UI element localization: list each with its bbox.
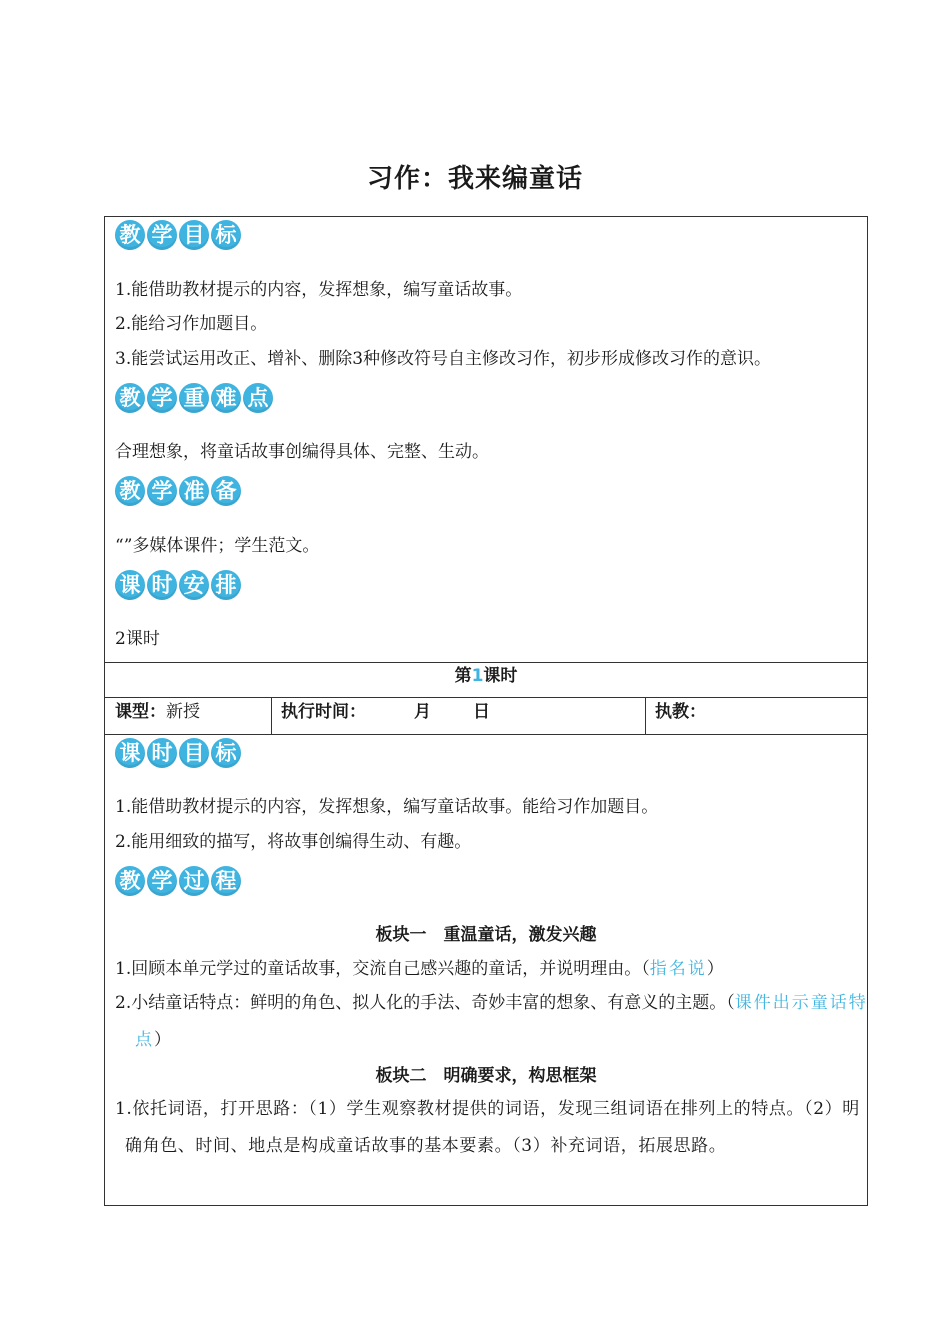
badge-char: 点 <box>243 383 273 413</box>
block-1-item-2 <box>115 985 881 1059</box>
lesson-type-cell <box>115 701 200 723</box>
badge-char: 学 <box>147 383 177 413</box>
preparation-badge <box>115 476 241 506</box>
block-2-heading: 板块二 明确要求，构思框架 <box>375 1066 597 1086</box>
lesson-goal-item-1: 1.能借助教材提示的内容，发挥想象，编写童话故事。能给习作加题目。 <box>115 797 659 817</box>
schedule-badge <box>115 570 241 600</box>
teacher-label: 执教： <box>655 702 706 722</box>
badge-char: 目 <box>179 220 209 250</box>
lesson-number: 1 <box>471 666 484 686</box>
lesson-type-value: 新授 <box>166 702 200 722</box>
lesson-suffix: 课时 <box>483 666 518 686</box>
lesson-goal-item-2: 2.能用细致的描写，将故事创编得生动、有趣。 <box>115 832 472 852</box>
block-1-item-1 <box>115 958 724 980</box>
schedule-text: 2课时 <box>115 629 160 649</box>
day-label: 日 <box>473 702 490 722</box>
badge-char: 学 <box>147 220 177 250</box>
process-badge <box>115 866 241 896</box>
badge-char: 教 <box>115 220 145 250</box>
preparation-text: “”多媒体课件；学生范文。 <box>115 536 320 556</box>
goal-item-3: 3.能尝试运用改正、增补、删除3种修改符号自主修改习作，初步形成修改习作的意识。 <box>115 349 772 369</box>
badge-char: 难 <box>211 383 241 413</box>
row-divider <box>105 734 867 735</box>
block-1-item-1-text: 1.回顾本单元学过的童话故事，交流自己感兴趣的童话，并说明理由。（ <box>115 959 650 979</box>
page-title: 习作：我来编童话 <box>366 164 583 194</box>
badge-char: 准 <box>179 476 209 506</box>
badge-char: 排 <box>211 570 241 600</box>
lesson-number-heading <box>105 665 867 687</box>
badge-char: 时 <box>147 570 177 600</box>
badge-char: 教 <box>115 866 145 896</box>
badge-char: 程 <box>211 866 241 896</box>
block-1-item-2-text: 2.小结童话特点：鲜明的角色、拟人化的手法、奇妙丰富的想象、有意义的主题。（ <box>115 993 735 1013</box>
teaching-goals-badge <box>115 220 241 250</box>
badge-char: 备 <box>211 476 241 506</box>
badge-char: 教 <box>115 476 145 506</box>
badge-char: 学 <box>147 476 177 506</box>
lesson-prefix: 第 <box>454 666 472 686</box>
badge-char: 课 <box>115 570 145 600</box>
row-divider <box>105 697 867 698</box>
lesson-goals-badge <box>115 738 241 768</box>
badge-char: 重 <box>179 383 209 413</box>
badge-char: 安 <box>179 570 209 600</box>
badge-char: 学 <box>147 866 177 896</box>
badge-char: 时 <box>147 738 177 768</box>
lesson-type-label: 课型： <box>115 702 166 722</box>
badge-char: 目 <box>179 738 209 768</box>
block-1-item-1-note: 指名说 <box>649 959 707 979</box>
badge-char: 过 <box>179 866 209 896</box>
execution-time-label: 执行时间： <box>281 702 366 722</box>
badge-char: 标 <box>211 738 241 768</box>
key-points-badge <box>115 383 273 413</box>
badge-char: 教 <box>115 383 145 413</box>
block-1-item-2-end: ） <box>154 1030 171 1050</box>
goal-item-2: 2.能给习作加题目。 <box>115 314 268 334</box>
block-2-item-1: 1.依托词语，打开思路：（1）学生观察教材提供的词语，发现三组词语在排列上的特点。（2）明确角色、时间、地点是构成童话故事的基本要素。（3）补充词语，拓展思路。 <box>115 1099 860 1156</box>
key-points-text: 合理想象，将童话故事创编得具体、完整、生动。 <box>115 442 489 462</box>
goal-item-1: 1.能借助教材提示的内容，发挥想象，编写童话故事。 <box>115 280 523 300</box>
lesson-plan-table <box>104 216 868 1206</box>
badge-char: 课 <box>115 738 145 768</box>
badge-char: 标 <box>211 220 241 250</box>
column-divider <box>271 698 272 735</box>
block-1-heading: 板块一 重温童话，激发兴趣 <box>375 925 597 945</box>
block-1-item-1-end: ） <box>706 959 724 979</box>
row-divider <box>105 662 867 663</box>
column-divider <box>645 698 646 735</box>
block-1-item-2-note: 课件出示童话特点 <box>135 993 868 1050</box>
month-label: 月 <box>414 702 431 722</box>
